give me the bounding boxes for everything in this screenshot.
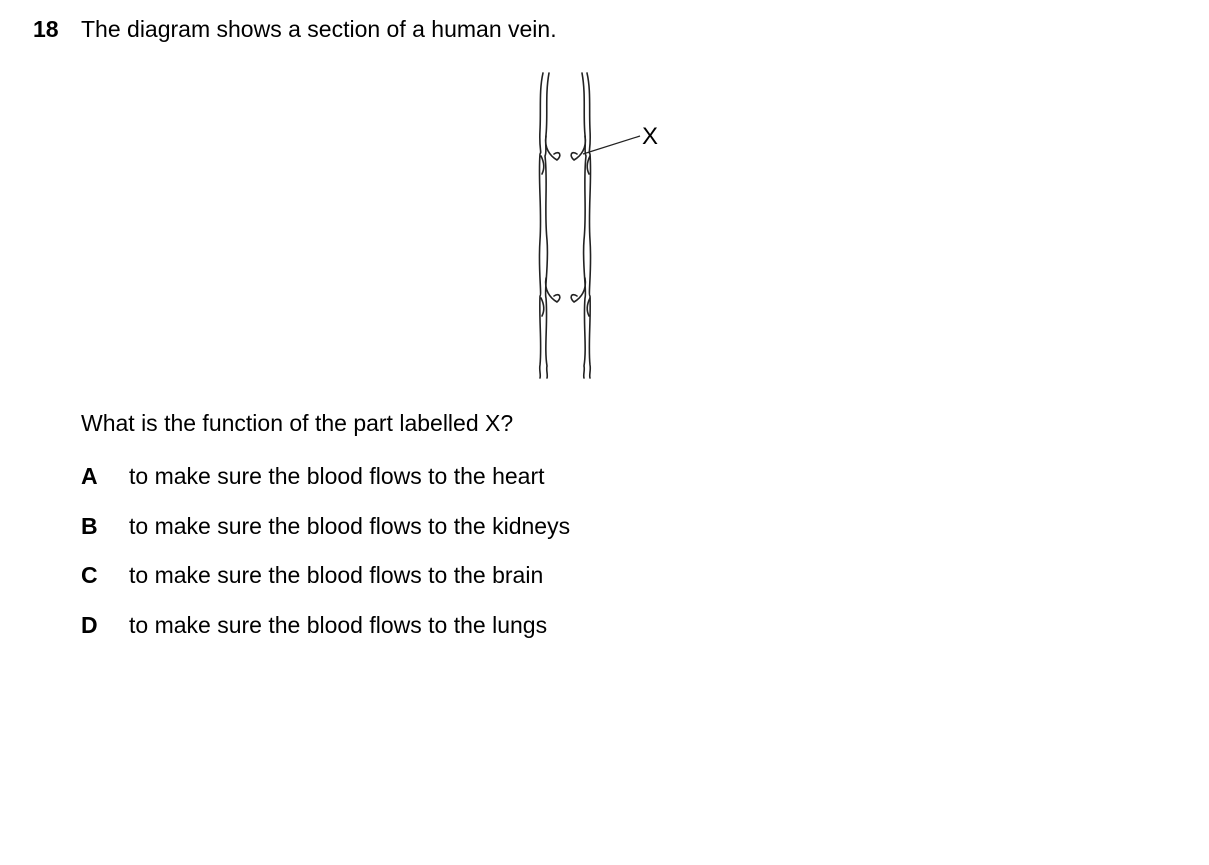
vein-right-inner-wall — [582, 73, 586, 378]
vein-left-outer-wall — [539, 73, 543, 378]
option-d-text: to make sure the blood flows to the lungs — [129, 612, 548, 638]
option-b-text: to make sure the blood flows to the kidneys — [129, 513, 571, 539]
option-c-text: to make sure the blood flows to the brain — [129, 562, 544, 588]
vein-diagram-svg — [520, 70, 680, 382]
valve-lower-left-flap — [546, 278, 560, 302]
valve-upper-right-base — [587, 156, 590, 174]
valve-lower-right-flap — [571, 278, 585, 302]
question-number: 18 — [33, 16, 59, 42]
question-stem: The diagram shows a section of a human vein. — [81, 16, 557, 42]
option-a-text: to make sure the blood flows to the heart — [129, 463, 545, 489]
option-d-letter: D — [81, 612, 98, 638]
label-x: X — [642, 123, 659, 150]
valve-upper-left-flap — [546, 136, 560, 160]
vein-left-inner-wall — [545, 73, 549, 378]
vein-right-outer-wall — [587, 73, 591, 378]
option-c-letter: C — [81, 562, 98, 588]
option-a-letter: A — [81, 463, 98, 489]
valve-upper-left-base — [541, 156, 544, 174]
vein-diagram — [520, 70, 680, 382]
label-x-leader-line — [583, 136, 640, 154]
valve-lower-left-base — [541, 298, 544, 316]
option-b-letter: B — [81, 513, 98, 539]
question-prompt: What is the function of the part labelled X? — [81, 410, 514, 436]
valve-upper-right-flap — [571, 136, 585, 160]
